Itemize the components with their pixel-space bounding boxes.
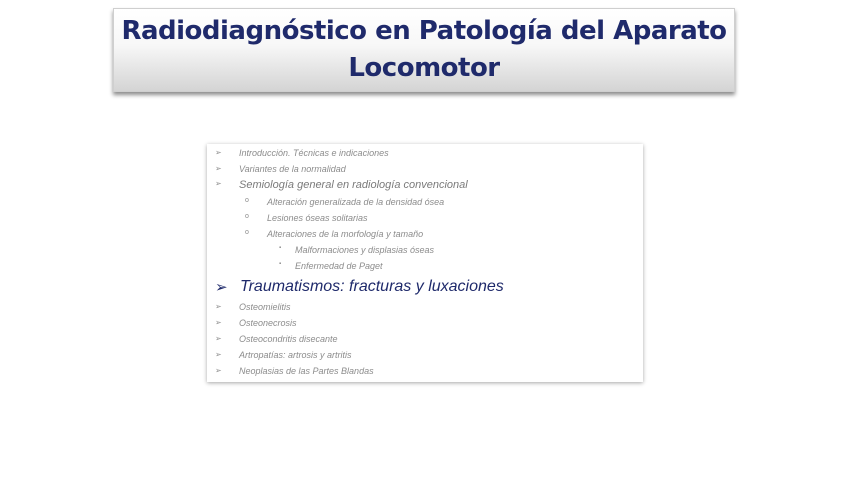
square-bullet-icon: ▪ xyxy=(279,245,282,251)
arrow-bullet-icon: ➢ xyxy=(215,350,222,359)
arrow-bullet-icon: ➢ xyxy=(215,318,222,327)
arrow-bullet-icon: ➢ xyxy=(215,164,222,173)
circle-bullet-icon: o xyxy=(245,229,249,236)
arrow-bullet-icon: ➢ xyxy=(215,279,228,296)
agenda-panel xyxy=(207,144,643,382)
arrow-bullet-icon: ➢ xyxy=(215,148,222,157)
agenda-item-label: Lesiones óseas solitarias xyxy=(267,213,368,223)
slide-title: Radiodiagnóstico en Patología del Aparato Locomotor xyxy=(121,16,727,83)
agenda-item-label: Semiología general en radiología convencional xyxy=(239,179,468,191)
arrow-bullet-icon: ➢ xyxy=(215,179,222,188)
agenda-item-label: Traumatismos: fracturas y luxaciones xyxy=(240,278,504,295)
agenda-item-label: Neoplasias de las Partes Blandas xyxy=(239,366,374,376)
slide-title-box xyxy=(113,8,735,92)
agenda-item-label: Malformaciones y displasias óseas xyxy=(295,245,435,255)
arrow-bullet-icon: ➢ xyxy=(215,302,222,311)
agenda-item-label: Osteocondritis disecante xyxy=(239,334,338,344)
agenda-item-label: Osteonecrosis xyxy=(239,318,297,328)
circle-bullet-icon: o xyxy=(245,213,249,220)
square-bullet-icon: ▪ xyxy=(279,261,282,267)
agenda-item-label: Artropatías: artrosis y artritis xyxy=(239,350,352,360)
agenda-item-label: Osteomielitis xyxy=(239,302,291,312)
agenda-item-label: Alteraciones de la morfología y tamaño xyxy=(267,229,424,239)
agenda-item-label: Enfermedad de Paget xyxy=(295,261,383,271)
agenda-item-label: Variantes de la normalidad xyxy=(239,164,346,174)
agenda-item-label: Introducción. Técnicas e indicaciones xyxy=(239,148,389,158)
arrow-bullet-icon: ➢ xyxy=(215,334,222,343)
agenda-item-label: Alteración generalizada de la densidad ósea xyxy=(267,197,445,207)
arrow-bullet-icon: ➢ xyxy=(215,366,222,375)
circle-bullet-icon: o xyxy=(245,197,249,204)
